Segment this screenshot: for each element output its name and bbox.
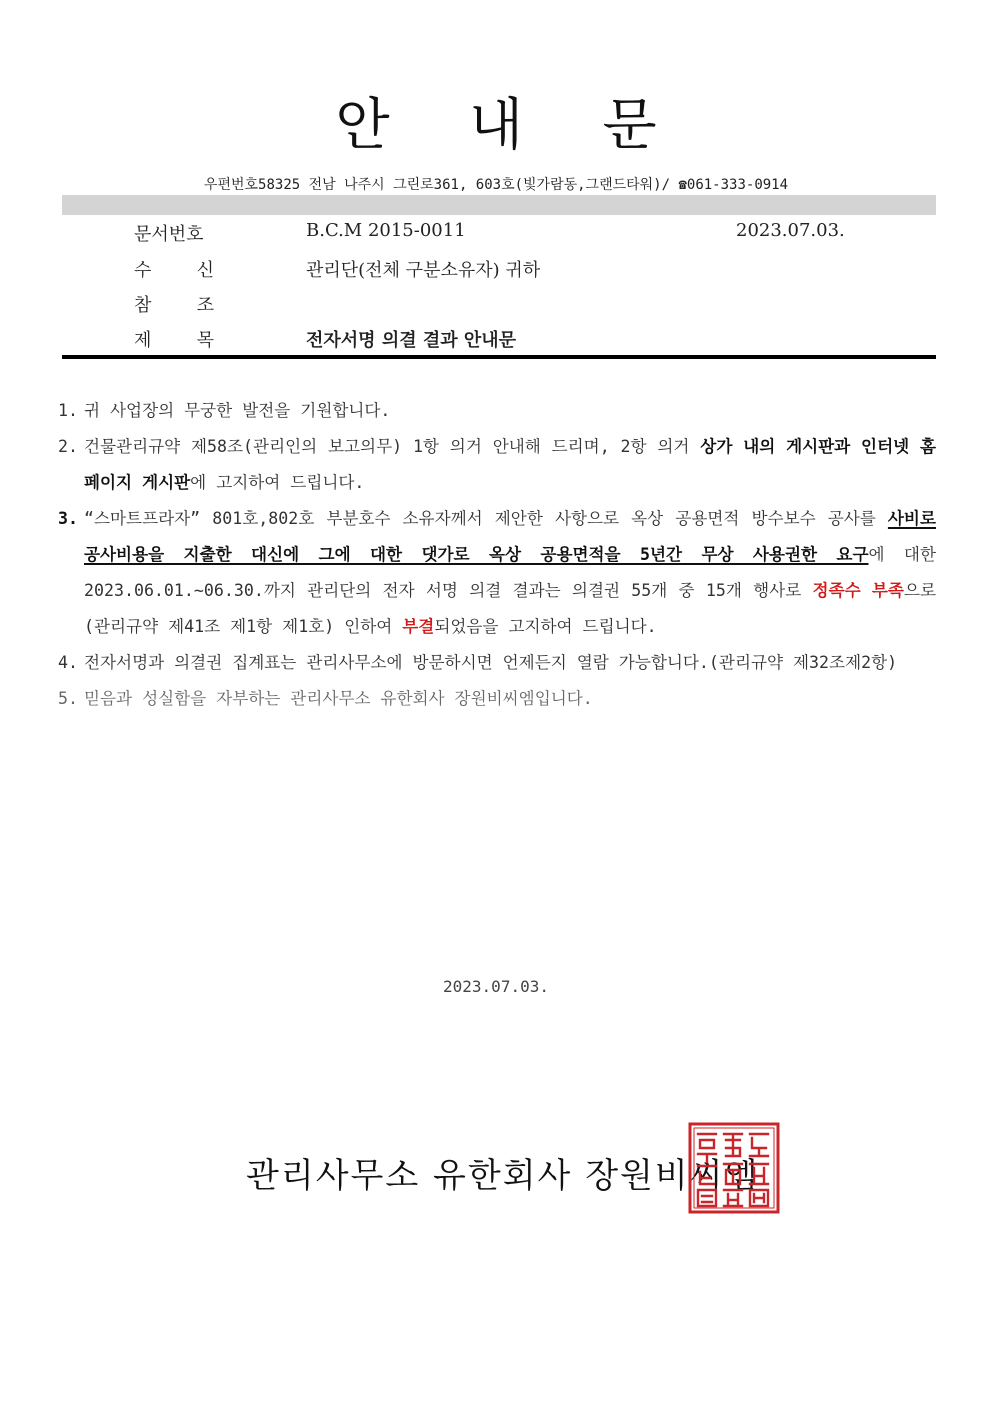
doc-date: 2023.07.03.	[736, 220, 845, 241]
list-item: 4. 전자서명과 의결권 집계표는 관리사무소에 방문하시면 언제든지 열람 가능합니다.(관리규약 제32조제2항)	[58, 653, 898, 672]
issuer-signature: 관리사무소 유한회사 장원비씨엠	[246, 1156, 760, 1196]
header-band	[62, 195, 936, 215]
header-divider	[62, 355, 936, 359]
subject-label: 제 목	[134, 330, 214, 351]
company-seal-icon	[688, 1122, 780, 1214]
footer-date: 2023.07.03.	[443, 977, 549, 996]
recipient-value: 관리단(전체 구분소유자) 귀하	[306, 260, 541, 281]
reference-label: 참 조	[134, 295, 214, 316]
sender-address: 우편번호58325 전남 나주시 그린로361, 603호(빛가람동,그랜드타워)/ ☎061-333-0914	[203, 177, 789, 193]
recipient-row	[0, 256, 992, 286]
subject-row	[0, 326, 992, 356]
underlined-phrase: 사비로 공사비용을 지출한 대신에 그에 대한 댓가로 옥상 공용면적을 5년간 무상 사용권한 요구	[84, 509, 936, 564]
list-item: 3. “스마트프라자” 801호,802호 부분호수 소유자께서 제안한 사항으로 옥상 공용면적 방수보수 공사를 사비로 공사비용을 지출한 대신에 그에 대한 댓가로 옥상 공용면적을 5년간 무상 사용권한 요구에 대한 2023.06.01.~06.30.까지 관리단의 전자 서명 의결 결과는 의결권 55개 중 15개 행사로 정족수 부족으로(관리규약 제41조 제1항 제1호) 인하여 부결되었음을 고지하여 드립니다.	[58, 509, 936, 636]
document-title: 안 내 문	[335, 93, 688, 158]
notice-body	[58, 393, 936, 717]
quorum-shortage-highlight: 정족수 부족	[812, 581, 904, 600]
list-item: 1. 귀 사업장의 무궁한 발전을 기원합니다.	[58, 401, 391, 420]
doc-number-value: B.C.M 2015-0011	[306, 220, 466, 241]
list-item: 2. 건물관리규약 제58조(관리인의 보고의무) 1항 의거 안내해 드리며, 2항 의거 상가 내의 게시판과 인터넷 홈페이지 게시판에 고지하여 드립니다.	[58, 437, 936, 492]
list-item: 5. 믿음과 성실함을 자부하는 관리사무소 유한회사 장원비씨엠입니다.	[58, 689, 593, 708]
doc-number-label: 문서번호	[134, 224, 204, 245]
doc-number-row	[0, 220, 992, 250]
bold-phrase: 상가 내의 게시판과 인터넷 홈페이지 게시판	[84, 437, 936, 492]
recipient-label: 수 신	[134, 260, 214, 281]
reference-row	[0, 291, 992, 321]
rejected-highlight: 부결	[402, 617, 435, 636]
subject-value: 전자서명 의결 결과 안내문	[306, 330, 517, 351]
